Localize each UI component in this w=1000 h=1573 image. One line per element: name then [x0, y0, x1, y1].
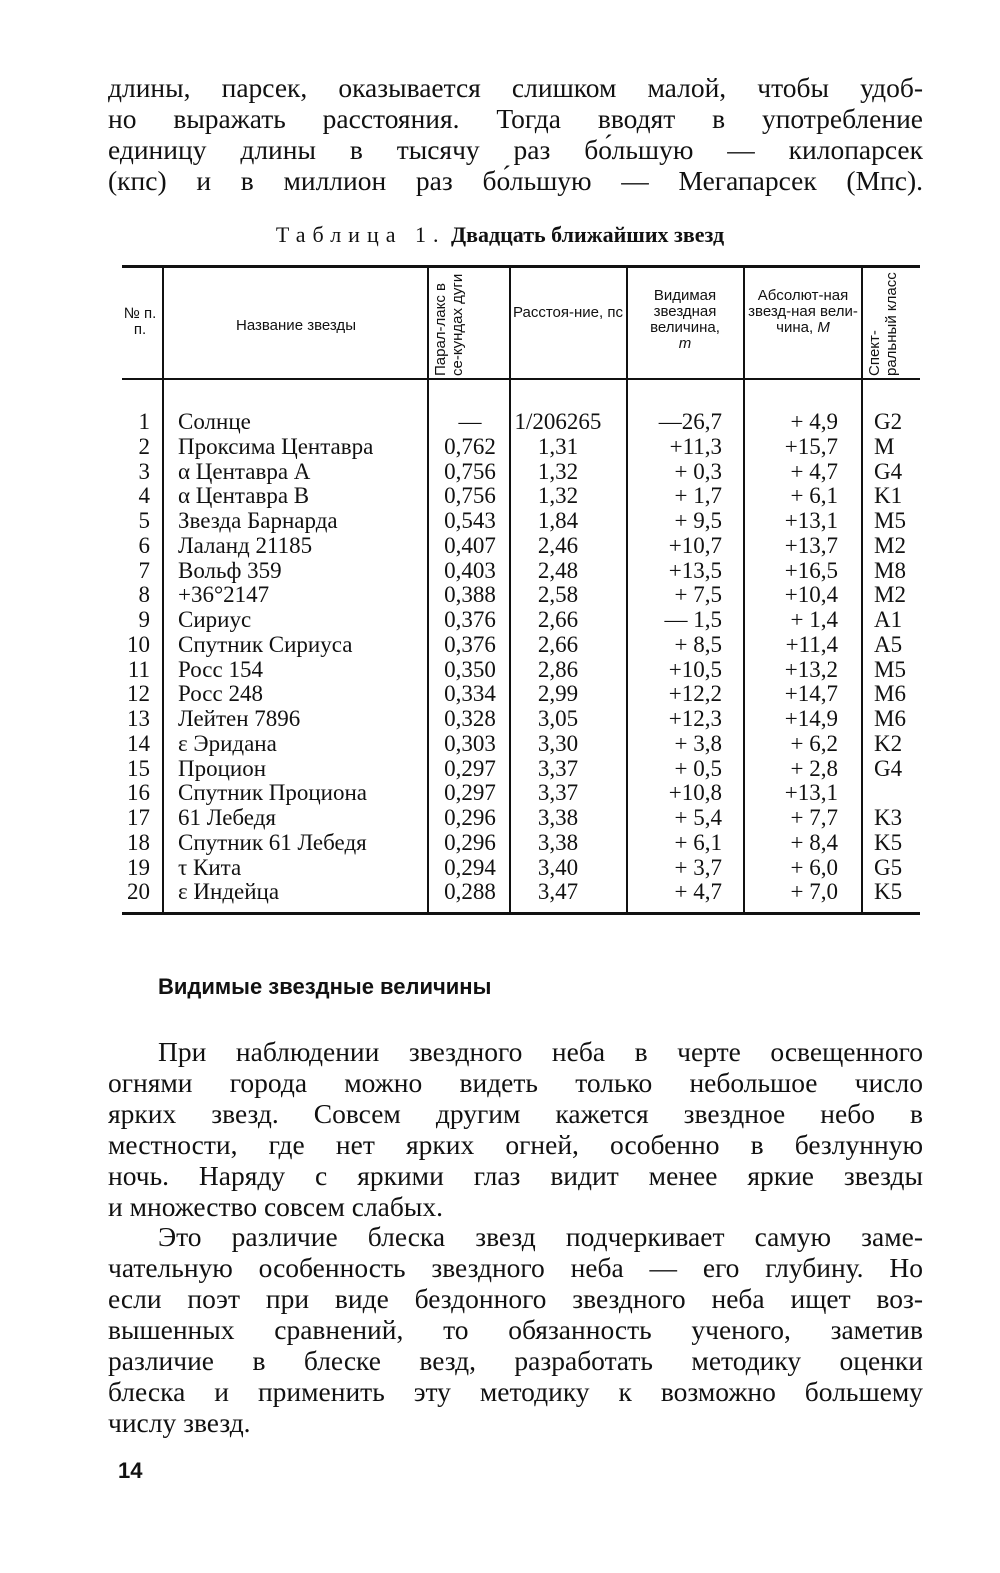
table-top-rule: [122, 265, 920, 268]
apparent-magnitude: — 1,5: [664, 607, 722, 632]
text-line: вышенных сравнений, то обязанность ученого, заметив: [108, 1314, 923, 1345]
star-name: Процион: [178, 755, 267, 781]
parallax-value: —: [458, 409, 482, 434]
table-row: [0, 410, 1000, 435]
apparent-magnitude: +10,8: [668, 780, 722, 806]
header-absolute-label: Абсолют-ная звезд-ная вели-чина,: [748, 287, 858, 336]
apparent-magnitude: + 6,1: [674, 829, 722, 855]
intro-paragraph: [108, 72, 923, 196]
absolute-magnitude: +14,7: [784, 681, 838, 707]
table-row: [0, 460, 1000, 485]
apparent-magnitude: +12,2: [668, 681, 722, 707]
distance-value: 1/206265: [514, 409, 602, 434]
distance-value: 2,48: [537, 557, 579, 583]
apparent-magnitude: + 3,8: [674, 730, 722, 756]
parallax-value: 0,296: [444, 829, 496, 855]
apparent-magnitude: + 0,3: [674, 458, 722, 484]
star-name: Вольф 359: [178, 557, 282, 583]
spectral-class: K2: [874, 730, 903, 756]
star-name: α Центавра A: [178, 458, 311, 484]
parallax-value: 0,388: [444, 582, 496, 608]
header-absolute: [747, 288, 859, 336]
table-row: [0, 534, 1000, 559]
row-number: 10: [127, 631, 150, 657]
star-name: Звезда Барнарда: [178, 508, 338, 533]
spectral-class: M5: [874, 656, 906, 682]
table-row: [0, 757, 1000, 782]
row-number: 1: [138, 409, 150, 434]
table-header-rule: [122, 378, 920, 380]
text-line: Это различие блеска звезд подчеркивает самую заме-: [158, 1221, 923, 1252]
absolute-magnitude: +13,7: [784, 532, 838, 558]
parallax-value: 0,303: [444, 730, 496, 756]
distance-value: 2,66: [537, 631, 579, 657]
star-name: +36°2147: [178, 582, 270, 608]
text-line: местности, где нет ярких огней, особенно в безлунную: [108, 1129, 923, 1160]
star-name: Солнце: [178, 409, 251, 434]
absolute-magnitude: +16,5: [784, 557, 838, 583]
absolute-magnitude: + 4,7: [790, 458, 838, 484]
parallax-value: 0,756: [444, 458, 496, 484]
text-line: огнями города можно видеть только небольшое число: [108, 1067, 923, 1098]
spectral-class: M8: [874, 557, 906, 583]
parallax-value: 0,288: [444, 879, 496, 905]
header-parallax: Парал-лакс в се-кундах дуги: [432, 273, 466, 376]
absolute-magnitude: +15,7: [784, 433, 838, 459]
absolute-magnitude: +13,2: [784, 656, 838, 682]
row-number: 2: [138, 433, 150, 459]
table-row: [0, 633, 1000, 658]
star-name: Лейтен 7896: [178, 706, 301, 731]
apparent-magnitude: + 9,5: [674, 508, 722, 533]
spectral-class: K5: [874, 879, 903, 905]
row-number: 3: [138, 458, 150, 484]
apparent-magnitude: + 8,5: [674, 631, 722, 657]
table-caption-label: Таблица 1.: [275, 222, 446, 247]
absolute-magnitude: +13,1: [784, 508, 838, 533]
row-number: 16: [127, 780, 150, 806]
header-apparent-label: Видимая звездная величина,: [650, 287, 720, 336]
table-row: [0, 583, 1000, 608]
header-spectral: Спект-ральный класс: [866, 272, 900, 376]
spectral-class: M: [874, 433, 895, 459]
star-name: 61 Лебедя: [178, 805, 276, 830]
parallax-value: 0,376: [444, 631, 496, 657]
spectral-class: M2: [874, 582, 906, 608]
parallax-value: 0,407: [444, 532, 496, 558]
row-number: 6: [138, 532, 150, 558]
table-row: [0, 559, 1000, 584]
apparent-magnitude: + 7,5: [674, 582, 722, 608]
text-line: чательную особенность звездного неба — его глубину. Но: [108, 1252, 923, 1283]
header-name: Название звезды: [236, 317, 356, 334]
text-line: длины, парсек, оказывается слишком малой, чтобы удоб-: [108, 72, 923, 103]
apparent-magnitude: +13,5: [668, 557, 722, 583]
spectral-class: M5: [874, 508, 906, 533]
spectral-class: G4: [874, 458, 903, 484]
table-row: [0, 435, 1000, 460]
absolute-magnitude: + 4,9: [790, 409, 838, 434]
star-name: Сириус: [178, 607, 252, 632]
apparent-magnitude: + 0,5: [674, 755, 722, 781]
text-line: (кпс) и в миллион раз бо́льшую — Мегапарсек (Мпс).: [108, 165, 923, 196]
table-row: [0, 831, 1000, 856]
table-row: [0, 856, 1000, 881]
table-row: [0, 732, 1000, 757]
spectral-class: G5: [874, 854, 903, 880]
header-num: № п. п.: [123, 305, 157, 338]
spectral-class: K3: [874, 805, 903, 830]
distance-value: 2,86: [537, 656, 579, 682]
star-name: Росс 248: [178, 681, 263, 707]
header-absolute-symbol: M: [817, 319, 830, 336]
parallax-value: 0,334: [444, 681, 496, 707]
row-number: 7: [138, 557, 150, 583]
apparent-magnitude: +10,7: [668, 532, 722, 558]
star-name: ε Эридана: [178, 730, 277, 756]
absolute-magnitude: + 7,0: [790, 879, 838, 905]
parallax-value: 0,762: [444, 433, 496, 459]
distance-value: 3,05: [537, 706, 579, 731]
distance-value: 3,38: [537, 829, 579, 855]
distance-value: 2,58: [537, 582, 579, 608]
star-name: Спутник Проциона: [178, 780, 367, 806]
row-number: 4: [138, 483, 150, 509]
row-number: 15: [127, 755, 150, 781]
absolute-magnitude: + 2,8: [790, 755, 838, 781]
spectral-class: G4: [874, 755, 903, 781]
absolute-magnitude: + 7,7: [790, 805, 838, 830]
star-name: Росс 154: [178, 656, 263, 682]
distance-value: 3,38: [537, 805, 579, 830]
apparent-magnitude: —26,7: [658, 409, 722, 434]
star-name: Проксима Центавра: [178, 433, 374, 459]
star-name: ε Индейца: [178, 879, 280, 905]
spectral-class: G2: [874, 409, 903, 434]
absolute-magnitude: + 6,0: [790, 854, 838, 880]
apparent-magnitude: +11,3: [669, 433, 722, 459]
spectral-class: M6: [874, 706, 906, 731]
row-number: 18: [127, 829, 150, 855]
table-row: [0, 682, 1000, 707]
table-caption-title: Двадцать ближайших звезд: [450, 222, 725, 247]
absolute-magnitude: + 6,1: [790, 483, 838, 509]
distance-value: 1,32: [537, 483, 579, 509]
section-paragraph-1: [108, 1036, 923, 1222]
row-number: 13: [127, 706, 150, 731]
text-line: единицу длины в тысячу раз бо́льшую — килопарсек: [108, 134, 923, 165]
apparent-magnitude: +12,3: [668, 706, 722, 731]
table-row: [0, 608, 1000, 633]
section-paragraph-2: [108, 1221, 923, 1438]
absolute-magnitude: +11,4: [785, 631, 838, 657]
text-line: но выражать расстояния. Тогда вводят в употребление: [108, 103, 923, 134]
row-number: 20: [127, 879, 150, 905]
distance-value: 1,32: [537, 458, 579, 484]
distance-value: 1,31: [537, 433, 579, 459]
distance-value: 3,40: [537, 854, 579, 880]
distance-value: 2,99: [537, 681, 579, 707]
text-line: и множество совсем слабых.: [108, 1191, 443, 1222]
table-row: [0, 707, 1000, 732]
parallax-value: 0,350: [444, 656, 496, 682]
header-apparent-symbol: m: [678, 335, 692, 352]
absolute-magnitude: + 8,4: [790, 829, 838, 855]
spectral-class: A5: [874, 631, 903, 657]
parallax-value: 0,297: [444, 780, 496, 806]
star-name: Спутник 61 Лебедя: [178, 829, 367, 855]
apparent-magnitude: +10,5: [668, 656, 722, 682]
distance-value: 3,30: [537, 730, 579, 756]
apparent-magnitude: + 5,4: [674, 805, 722, 830]
apparent-magnitude: + 3,7: [674, 854, 722, 880]
distance-value: 3,37: [537, 780, 579, 806]
parallax-value: 0,756: [444, 483, 496, 509]
header-apparent: [629, 288, 741, 352]
spectral-class: M2: [874, 532, 906, 558]
text-line: ночь. Наряду с яркими глаз видит менее яркие звезды: [108, 1160, 923, 1191]
spectral-class: K5: [874, 829, 903, 855]
distance-value: 1,84: [537, 508, 579, 533]
row-number: 14: [127, 730, 150, 756]
table-caption: [0, 222, 1000, 248]
text-line: При наблюдении звездного неба в черте освещенного: [158, 1036, 923, 1067]
parallax-value: 0,376: [444, 607, 496, 632]
star-name: Лаланд 21185: [178, 532, 313, 558]
parallax-value: 0,296: [444, 805, 496, 830]
row-number: 12: [127, 681, 150, 707]
parallax-value: 0,328: [444, 706, 496, 731]
row-number: 9: [138, 607, 150, 632]
distance-value: 2,66: [537, 607, 579, 632]
star-name: τ Кита: [178, 854, 242, 880]
text-line: различие в блеске везд, разработать методику оценки: [108, 1345, 923, 1376]
distance-value: 2,46: [537, 532, 579, 558]
row-number: 11: [127, 656, 150, 682]
text-line: если поэт при виде бездонного звездного неба ищет воз-: [108, 1283, 923, 1314]
table-row: [0, 658, 1000, 683]
spectral-class: K1: [874, 483, 903, 509]
absolute-magnitude: +10,4: [784, 582, 838, 608]
text-line: блеска и применить эту методику к возможно большему: [108, 1376, 923, 1407]
parallax-value: 0,403: [444, 557, 496, 583]
absolute-magnitude: + 6,2: [790, 730, 838, 756]
absolute-magnitude: +14,9: [784, 706, 838, 731]
star-name: Спутник Сириуса: [178, 631, 353, 657]
section-heading: Видимые звездные величины: [158, 974, 492, 999]
table-row: [0, 880, 1000, 905]
table-row: [0, 484, 1000, 509]
distance-value: 3,37: [537, 755, 579, 781]
absolute-magnitude: +13,1: [784, 780, 838, 806]
apparent-magnitude: + 4,7: [674, 879, 722, 905]
distance-value: 3,47: [537, 879, 579, 905]
spectral-class: M6: [874, 681, 906, 707]
text-line: числу звезд.: [108, 1407, 251, 1438]
row-number: 17: [127, 805, 150, 830]
apparent-magnitude: + 1,7: [674, 483, 722, 509]
row-number: 19: [127, 854, 150, 880]
table-row: [0, 781, 1000, 806]
table-row: [0, 806, 1000, 831]
header-distance: Расстоя-ние, пс: [513, 304, 623, 321]
absolute-magnitude: + 1,4: [790, 607, 838, 632]
star-name: α Центавра B: [178, 483, 310, 509]
table-bottom-rule: [122, 912, 920, 915]
row-number: 8: [138, 582, 150, 608]
page-number: 14: [118, 1458, 143, 1483]
row-number: 5: [138, 508, 150, 533]
table-row: [0, 509, 1000, 534]
parallax-value: 0,294: [444, 854, 496, 880]
spectral-class: A1: [874, 607, 903, 632]
parallax-value: 0,543: [444, 508, 496, 533]
text-line: ярких звезд. Совсем другим кажется звездное небо в: [108, 1098, 923, 1129]
parallax-value: 0,297: [444, 755, 496, 781]
